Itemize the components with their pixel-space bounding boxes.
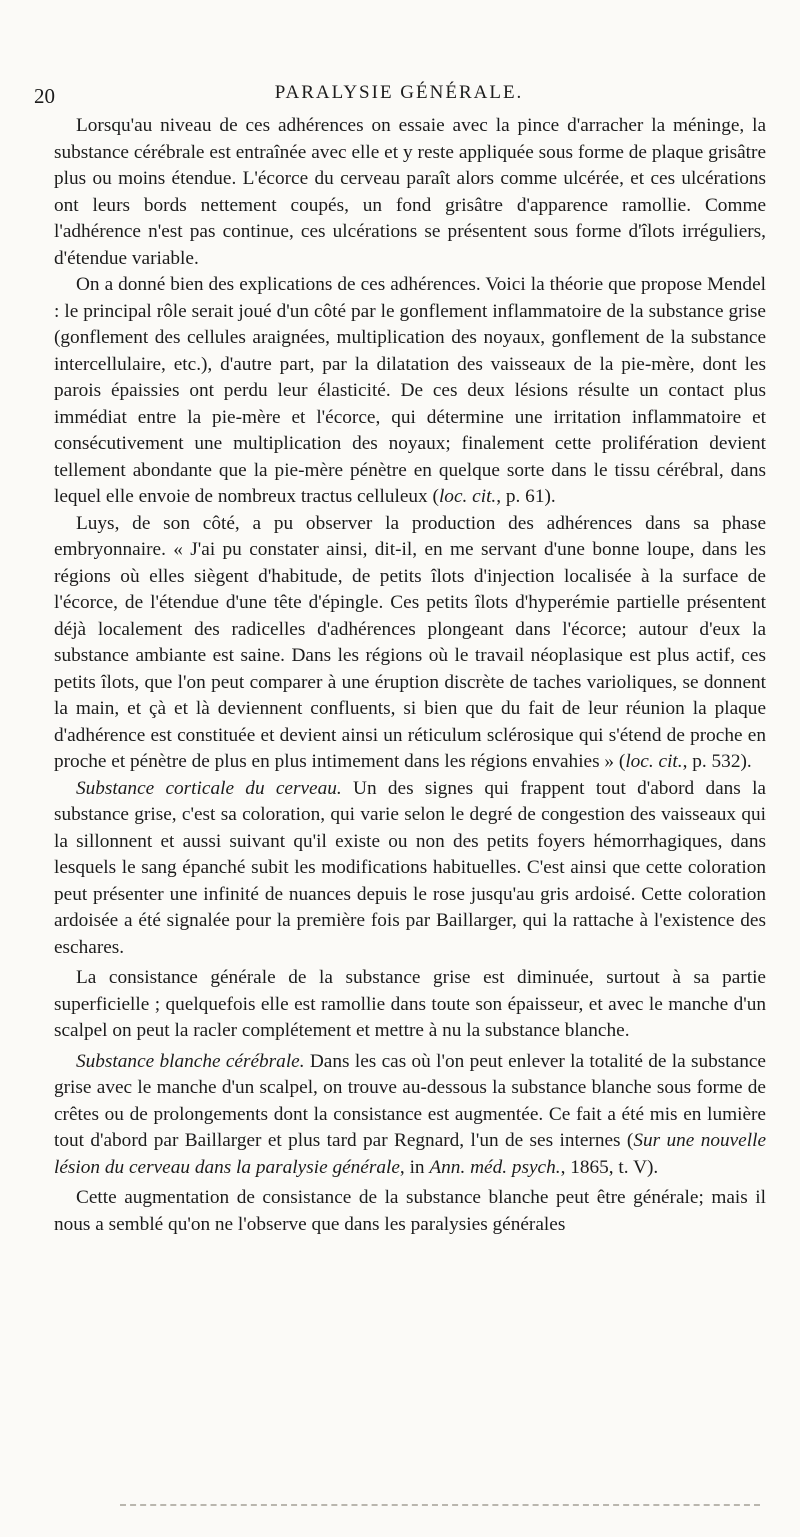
- footer-dashed-rule: [120, 1504, 760, 1506]
- paragraph-consistance: La consistance générale de la substance grise est diminuée, surtout à sa partie superficielle ; quelquefois elle est ramollie dans toute son épaisseur, et avec le manche d'un scalpel on peut la racler complétement et mettre à nu la substance blanche.: [54, 967, 766, 1041]
- citation: Sur une nouvelle lésion du cerveau dans la paralysie générale: [54, 1130, 767, 1178]
- paragraph-substance-blanche: Substance blanche cérébrale. Dans les cas où l'on peut enlever la totalité de la substance grise avec le manche d'un scalpel, on trouve au-dessous la substance blanche sous forme de crêtes ou de prolongements dont la consistance est augmentée. Ce fait a été mis en lumière tout d'abord par Baillarger et plus tard par Regnard, l'un de ses internes (Sur une nouvelle lésion du cerveau dans la paralysie générale, in Ann. méd. psych., 1865, t. V).: [54, 1050, 767, 1178]
- paragraph-luys-observation: Luys, de son côté, a pu observer la production des adhérences dans sa phase embryonnaire. « J'ai pu constater ainsi, dit-il, en me servant d'une bonne loupe, dans les régions où elles siègent d'habitude, de petits îlots d'injection localisée à la surface de l'écorce, de l'étendue d'une tête d'épingle. Ces petits îlots d'hyperémie partielle présentent déjà localement des radicelles d'adhérences plongeant dans l'écorce; autour d'eux la substance ambiante est saine. Dans les régions où le travail néoplasique est plus actif, ces petits îlots, que l'on peut comparer à une éruption discrète de taches varioliques, se donnent la main, et çà et là deviennent confluents, si bien que du fait de leur réunion la plaque d'adhérence est constituée et devient ainsi un réticulum sclérosique qui s'étend de proche en proche et pénètre de plus en plus intimement dans les régions envahies » (loc. cit., p. 532).: [54, 512, 766, 772]
- citation: Ann. méd. psych.: [429, 1156, 561, 1178]
- citation: loc. cit.: [438, 486, 497, 507]
- body-text: [54, 113, 766, 1238]
- paragraph-augmentation-consistance: Cette augmentation de consistance de la substance blanche peut être générale; mais il nous a semblé qu'on ne l'observe que dans les paralysies générales: [54, 1187, 766, 1235]
- section-heading: Substance corticale du cerveau.: [76, 777, 342, 799]
- running-title: PARALYSIE GÉNÉRALE.: [274, 82, 524, 103]
- citation: loc. cit.: [625, 751, 683, 772]
- paragraph-substance-corticale: Substance corticale du cerveau. Un des signes qui frappent tout d'abord dans la substance grise, c'est sa coloration, qui varie selon le degré de congestion des vaisseaux qui la sillonnent et aussi suivant qu'il existe ou non des petits foyers hémorrhagiques, dans lesquels le sang épanché subit les modifications habituelles. C'est ainsi que cette coloration peut présenter une infinité de nuances depuis le rose jusqu'au gris ardoisé. Cette coloration ardoisée a été signalée pour la première fois par Baillarger, qui la rattache à l'existence des eschares.: [54, 777, 766, 958]
- section-heading: Substance blanche cérébrale.: [76, 1050, 305, 1072]
- paragraph-adherences-ulcerations: Lorsqu'au niveau de ces adhérences on essaie avec la pince d'arracher la méninge, la substance cérébrale est entraînée avec elle et y reste appliquée sous forme de plaque grisâtre plus ou moins étendue. L'écorce du cerveau paraît alors comme ulcérée, et ces ulcérations ont leurs bords nettement coupés, un fond grisâtre d'apparence ramollie. Comme l'adhérence n'est pas continue, ces ulcérations se présentent sous forme d'îlots irréguliers, d'étendue variable.: [54, 115, 766, 269]
- paragraph-mendel-theory: On a donné bien des explications de ces adhérences. Voici la théorie que propose Mendel : le principal rôle serait joué d'un côté par le gonflement inflammatoire de la substance grise (gonflement des cellules araignées, multiplication des noyaux, gonflement de la substance intercellulaire, etc.), d'autre part, par la dilatation des vaisseaux de la pie-mère, dont les parois épaissies ont perdu leur élasticité. De ces deux lésions résulte un contact plus immédiat entre la pie-mère et l'écorce, qui détermine une irritation inflammatoire et consécutivement une multiplication des noyaux; finalement cette prolifération devient tellement abondante que la pie-mère pénètre en quelque sorte dans le tissu cérébral, dans lequel elle envoie de nombreux tractus celluleux (loc. cit., p. 61).: [54, 274, 766, 507]
- page-header: [34, 80, 764, 114]
- page-number: 20: [34, 84, 55, 108]
